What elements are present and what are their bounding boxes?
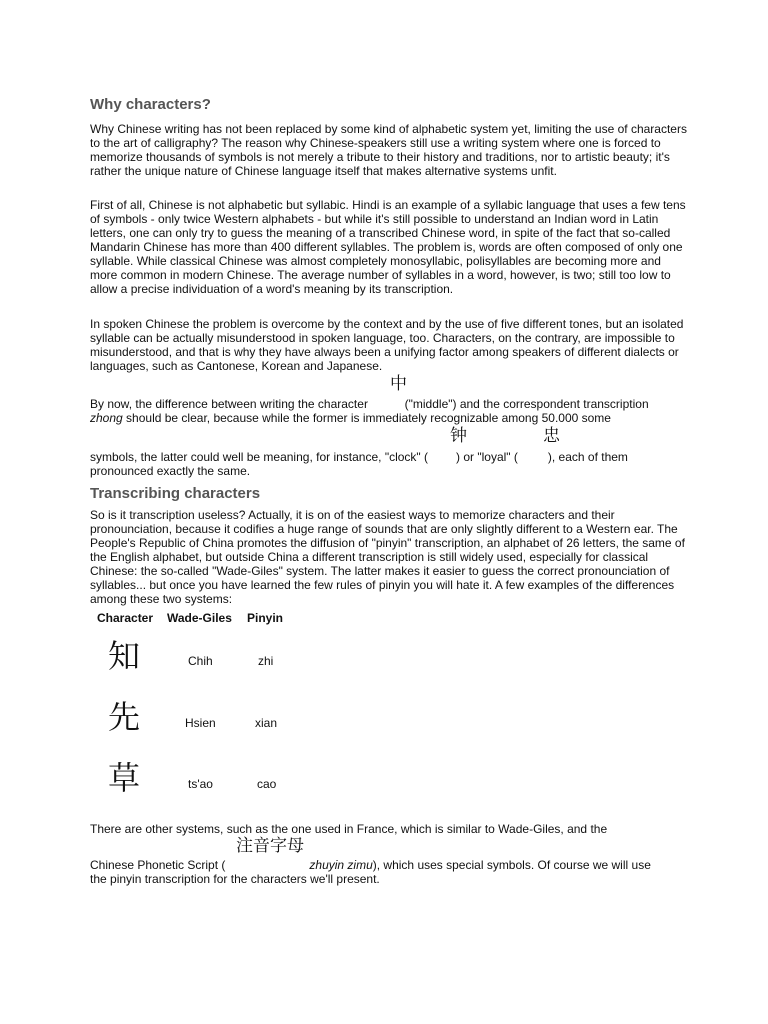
paragraph-phonetic-line2: the pinyin transcription for the characters we'll present.	[90, 872, 380, 886]
table-cell-pinyin: zhi	[258, 654, 274, 668]
heading-transcribing-characters: Transcribing characters	[90, 485, 261, 502]
paragraph-symbols-line1	[90, 450, 628, 464]
paragraph-phonetic-line1	[90, 858, 651, 872]
paragraph-spoken: In spoken Chinese the problem is overcome by the context and by the use of five different tones, but an isolated syllable can be actually misunderstood in spoken language, too. Characters, on the contrary, are impossible to misunderstood, and that is why they have always been a unifying factor among speakers of different dialects or languages, such as Cantonese, Korean and Japanese.	[90, 317, 684, 373]
heading-why-characters: Why characters?	[90, 96, 211, 113]
paragraph-difference-line1	[90, 397, 649, 411]
table-cell-pinyin: xian	[255, 716, 278, 730]
text-italic-zhong: zhong	[90, 411, 123, 425]
text-segment: symbols, the latter could well be meaning, for instance, "clock" (	[90, 450, 429, 464]
table-cell-pinyin: cao	[257, 777, 277, 791]
char-loyal: 忠	[543, 426, 560, 446]
text-segment: By now, the difference between writing the character	[90, 397, 368, 411]
text-segment: ("middle") and the correspondent transcription	[404, 397, 649, 411]
table-cell-wade-giles: Hsien	[185, 716, 216, 730]
text-segment: should be clear, because while the former is immediately recognizable among 50.000 some	[126, 411, 611, 425]
table-cell-character: 知	[108, 637, 141, 675]
text-segment: ) or "loyal" (	[456, 450, 518, 464]
text-italic-zhuyin-zimu: zhuyin zimu	[309, 858, 373, 872]
char-zhuyin-zimu: 注音字母	[236, 836, 304, 856]
paragraph-intro: Why Chinese writing has not been replaced by some kind of alphabetic system yet, limiting the use of characters to the art of calligraphy? The reason why Chinese-speakers still use a writing system where one is forced to memorize thousands of symbols is not merely a tribute to their history and traditions, nor to artistic beauty; it's rather the unique nature of Chinese language itself that makes alternative systems unfit.	[90, 122, 687, 178]
text-segment: ), each of them	[547, 450, 628, 464]
paragraph-other-systems: There are other systems, such as the one used in France, which is similar to Wade-Giles, and the	[90, 822, 608, 836]
paragraph-syllabic: First of all, Chinese is not alphabetic but syllabic. Hindi is an example of a syllabic language that uses a few tens of symbols - only twice Western alphabets - but while it's still possible to understand an Indian word in Latin letters, one can only try to guess the meaning of a transcribed Chinese word, in spite of the fact that so-called Mandarin Chinese has more than 400 different syllables. The problem is, words are often composed of only one syllable. While classical Chinese was almost completely monosyllabic, polisyllables are becoming more and more common in modern Chinese. The average number of syllables in a word, however, is two; still too low to allow a precise individuation of a word's meaning by its transcription.	[90, 198, 686, 296]
table-header-wade-giles: Wade-Giles	[167, 611, 232, 625]
table-cell-wade-giles: Chih	[188, 654, 213, 668]
text-segment: Chinese Phonetic Script (	[90, 858, 226, 872]
table-cell-character: 先	[108, 698, 141, 736]
paragraph-transcription: So is it transcription useless? Actually, it is on of the easiest ways to memorize characters and their pronounciation, because it codifies a huge range of sounds that are only slightly different to a Western ear. The People's Republic of China promotes the diffusion of "pinyin" transcription, an alphabet of 26 letters, the same of the English alphabet, but outside China a different transcription is still widely used, especially for classical Chinese: the so-called "Wade-Giles" system. The latter makes it easier to guess the correct pronounciation of syllables... but once you have learned the few rules of pinyin you will hate it. A few examples of the differences among these two systems:	[90, 508, 685, 606]
table-header-character: Character	[97, 611, 154, 625]
char-clock: 钟	[450, 426, 467, 446]
table-cell-character: 草	[108, 759, 141, 797]
paragraph-symbols-line2: pronounced exactly the same.	[90, 464, 251, 478]
text-segment: ), which uses special symbols. Of course we will use	[372, 858, 651, 872]
table-header-pinyin: Pinyin	[247, 611, 284, 625]
table-cell-wade-giles: ts'ao	[188, 777, 213, 791]
paragraph-difference-line2	[90, 411, 611, 425]
char-middle: 中	[390, 374, 407, 394]
